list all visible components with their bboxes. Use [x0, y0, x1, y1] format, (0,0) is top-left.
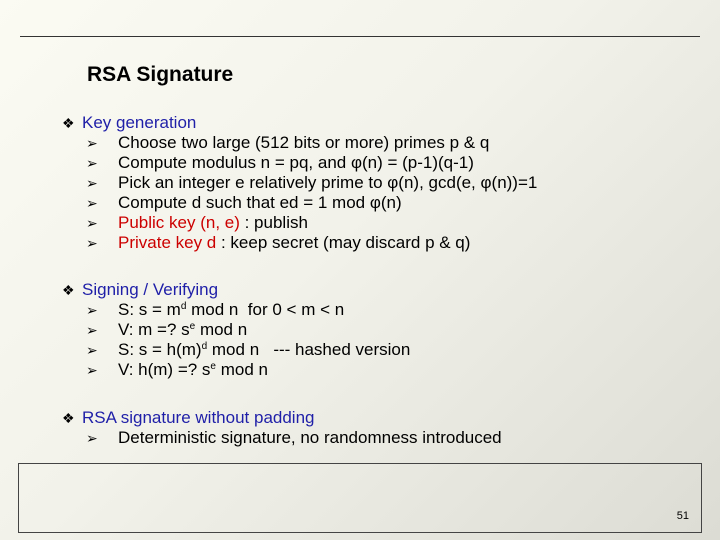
diamond-bullet-icon: ❖	[62, 410, 75, 426]
section-heading-row	[62, 408, 502, 428]
formula-text	[118, 340, 410, 360]
arrow-bullet-icon: ➢	[86, 342, 98, 358]
list-item	[86, 428, 502, 448]
arrow-bullet-icon: ➢	[86, 430, 98, 446]
slide-title: RSA Signature	[87, 63, 234, 86]
superscript: e	[210, 361, 216, 372]
bullet-text: Deterministic signature, no randomness introduced	[118, 428, 502, 447]
list-item	[86, 153, 537, 173]
formula-part: mod n for 0 < m < n	[186, 300, 345, 319]
formula-part: S: s = h(m)	[118, 340, 202, 359]
bullet-text: Pick an integer e relatively prime to φ(n), gcd(e, φ(n))=1	[118, 173, 538, 192]
section-heading-row	[62, 113, 537, 133]
public-key-label: Public key (n, e)	[118, 213, 240, 232]
superscript: e	[189, 321, 196, 332]
formula-text	[118, 360, 268, 380]
bullet-text: Choose two large (512 bits or more) primes p & q	[118, 133, 490, 152]
list-item	[86, 133, 537, 153]
list-item	[86, 340, 410, 360]
list-item	[86, 233, 537, 253]
section-heading: Signing / Verifying	[82, 280, 219, 299]
formula-part: mod n --- hashed version	[207, 340, 411, 359]
arrow-bullet-icon: ➢	[86, 135, 98, 151]
formula-part: V: h(m) =? s	[118, 360, 211, 379]
list-item	[86, 300, 410, 320]
arrow-bullet-icon: ➢	[86, 155, 98, 171]
bullet-text: Compute d such that ed = 1 mod φ(n)	[118, 193, 402, 212]
section-heading: Key generation	[82, 113, 197, 132]
arrow-bullet-icon: ➢	[86, 302, 98, 318]
section-signing-verifying	[62, 280, 410, 380]
list-item	[86, 213, 537, 233]
formula-part: S: s = m	[118, 300, 181, 319]
bullet-text: : keep secret (may discard p & q)	[216, 233, 471, 252]
list-item	[86, 193, 537, 213]
arrow-bullet-icon: ➢	[86, 215, 98, 231]
section-key-generation	[62, 113, 537, 253]
page-number: 51	[676, 510, 689, 522]
bullet-text: : publish	[239, 213, 308, 232]
list-item	[86, 360, 410, 380]
formula-part: V: m =? s	[118, 320, 190, 339]
diamond-bullet-icon: ❖	[62, 115, 75, 131]
diamond-bullet-icon: ❖	[62, 282, 75, 298]
section-heading: RSA signature without padding	[82, 408, 315, 427]
bullet-text: Compute modulus n = pq, and φ(n) = (p-1)(q-1)	[118, 153, 474, 172]
formula-text	[118, 300, 344, 320]
section-heading-row	[62, 280, 410, 300]
arrow-bullet-icon: ➢	[86, 175, 98, 191]
arrow-bullet-icon: ➢	[86, 322, 98, 338]
superscript: d	[180, 301, 187, 312]
private-key-label: Private key d	[118, 233, 217, 252]
footer-frame	[18, 463, 702, 533]
superscript: d	[201, 341, 208, 352]
list-item	[86, 173, 537, 193]
section-no-padding	[62, 408, 502, 448]
formula-text	[118, 320, 247, 340]
arrow-bullet-icon: ➢	[86, 235, 98, 251]
list-item	[86, 320, 410, 340]
formula-part: mod n	[215, 360, 268, 379]
arrow-bullet-icon: ➢	[86, 195, 98, 211]
arrow-bullet-icon: ➢	[86, 362, 98, 378]
top-rule	[20, 36, 700, 37]
formula-part: mod n	[195, 320, 248, 339]
